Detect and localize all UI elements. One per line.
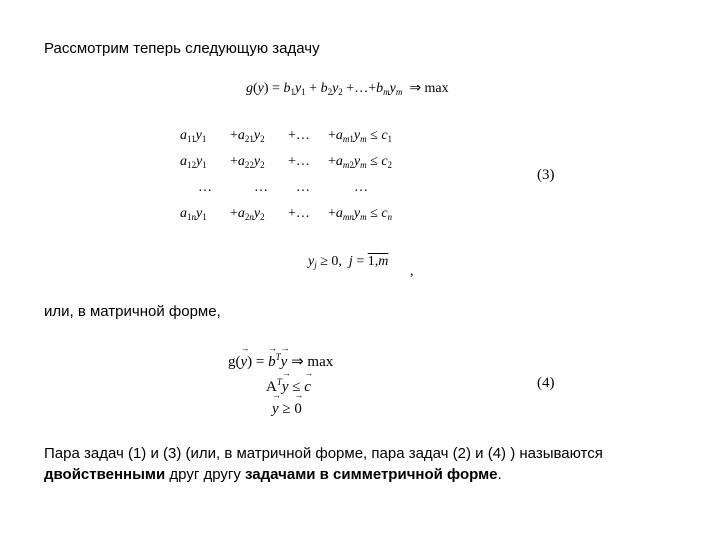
trailing-comma: ,	[410, 264, 414, 279]
objective-function: $g(y) = b_1y_1 + b_2y_2$ $+\dots+b_my_m$ ⇒ max	[246, 81, 449, 97]
matrix-constraint: $A^T\to y$ ≤ → c	[266, 377, 311, 396]
nonnegativity-condition: $y_j \ge 0$, j = 1,m	[308, 254, 389, 270]
intro-text: Рассмотрим теперь следующую задачу	[44, 40, 320, 57]
matrix-nonnegativity: → y ≥ → 0	[272, 401, 302, 418]
term-symmetric-form: задачами в симметричной форме	[245, 466, 498, 483]
matrix-form-intro: или, в матричной форме,	[44, 303, 221, 320]
constraint-row-n: $a_{1n}y_1 +a_{2n}y_2$ +… $+a_{mn}y_m \le c_n$	[180, 206, 393, 222]
matrix-objective: g(→ y) = → $b^T\to y$ ⇒ max	[228, 352, 333, 371]
constraint-system	[180, 128, 392, 232]
term-dual: двойственными	[44, 466, 166, 483]
conclusion-end: .	[497, 466, 502, 483]
conclusion-line-2	[44, 466, 502, 483]
equation-number-4: (4)	[537, 375, 555, 391]
conclusion-line-1: Пара задач (1) и (3) (или, в матричной форме, пара задач (2) и (4) ) называются	[44, 445, 603, 462]
equation-number-3: (3)	[537, 167, 555, 183]
constraint-row-ellipsis: … … … …	[198, 180, 368, 195]
conclusion-middle: друг другу	[165, 466, 246, 483]
constraint-row-1: $a_{11}y_1 +a_{21}y_2$ +… $+a_{m1}y_m \le c_1$	[180, 128, 393, 144]
constraint-row-2: $a_{12}y_1 +a_{22}y_2$ +… $+a_{m2}y_m \le c_2$	[180, 154, 393, 170]
